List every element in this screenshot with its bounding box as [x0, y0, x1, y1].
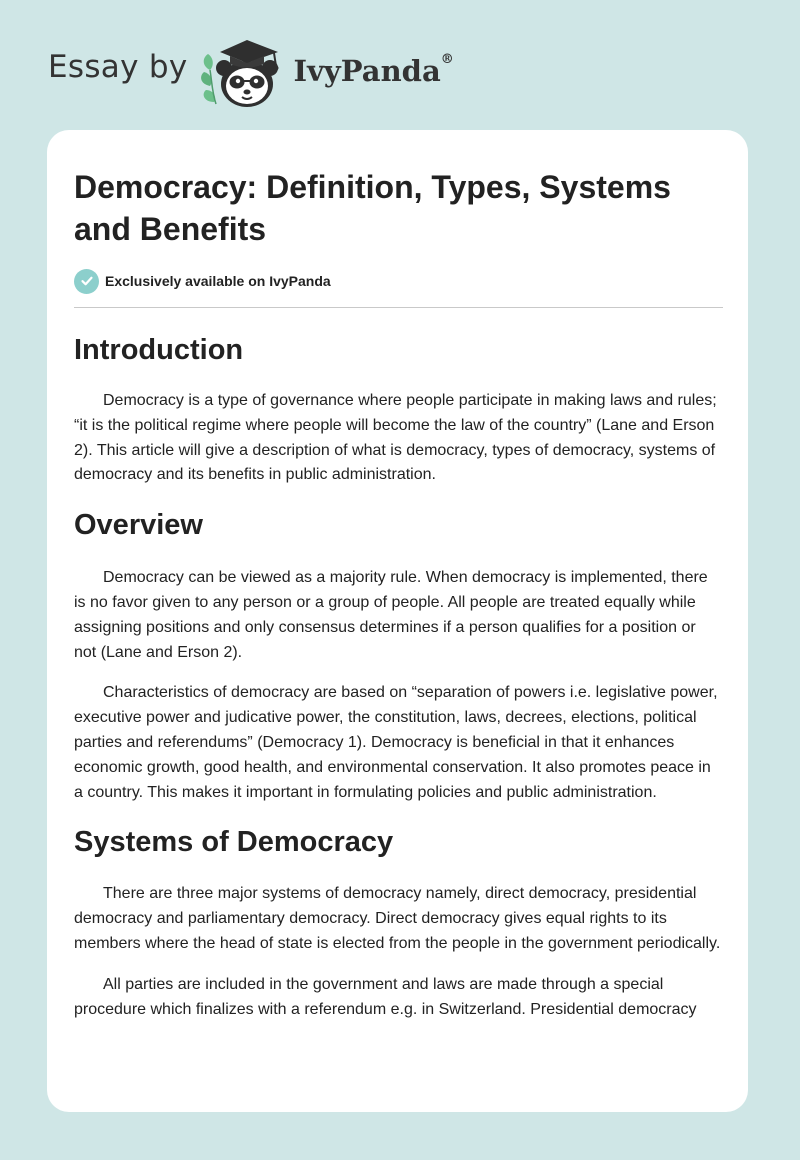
section-heading-introduction: Introduction [74, 334, 244, 366]
article-title: Democracy: Definition, Types, Systems and Benefits [74, 169, 671, 247]
paragraph: Democracy is a type of governance where people participate in making laws and rules; “it is the political regime where people will become the law of the country” (Lane and Erson 2). This article will give a description of what is democracy, types of democracy, systems of democracy and its benefits in public administration. [74, 392, 717, 484]
divider [74, 307, 723, 308]
section-heading-overview: Overview [74, 509, 203, 542]
registered-mark: ® [440, 52, 454, 67]
brand-prefix: Essay by [48, 49, 188, 85]
paragraph: There are three major systems of democracy namely, direct democracy, presidential democracy and parliamentary democracy. Direct democracy gives equal rights to its members where the head of state is elected from the people in the government periodically. [74, 885, 721, 952]
exclusive-badge [74, 268, 721, 294]
section-heading-systems: Systems of Democracy [74, 826, 394, 859]
exclusive-label: Exclusively available on IvyPanda [105, 273, 331, 289]
paragraph: All parties are included in the government and laws are made through a special procedure which finalizes with a referendum e.g. in Switzerland. Presidential democracy [74, 975, 697, 1018]
panda-graduate-logo-icon [200, 30, 292, 110]
article-card [47, 130, 748, 1112]
brand-name: IvyPanda® [293, 52, 454, 88]
paragraph: Democracy can be viewed as a majority rule. When democracy is implemented, there is no favor given to any person or a group of people. All people are treated equally while assigning positions and only consensus determines if a person qualifies for a position or not (Lane and Erson 2). [74, 569, 708, 661]
check-icon [74, 269, 99, 294]
paragraph: Characteristics of democracy are based on “separation of powers i.e. legislative power, executive power and judicative power, the constitution, laws, decrees, elections, political parties and referendums” (Democracy 1). Democracy is beneficial in that it enhances economic growth, good health, and environmental conservation. It also promotes peace in a country. This makes it important in formulating policies and public administration. [74, 684, 718, 801]
site-brand[interactable] [48, 30, 454, 110]
